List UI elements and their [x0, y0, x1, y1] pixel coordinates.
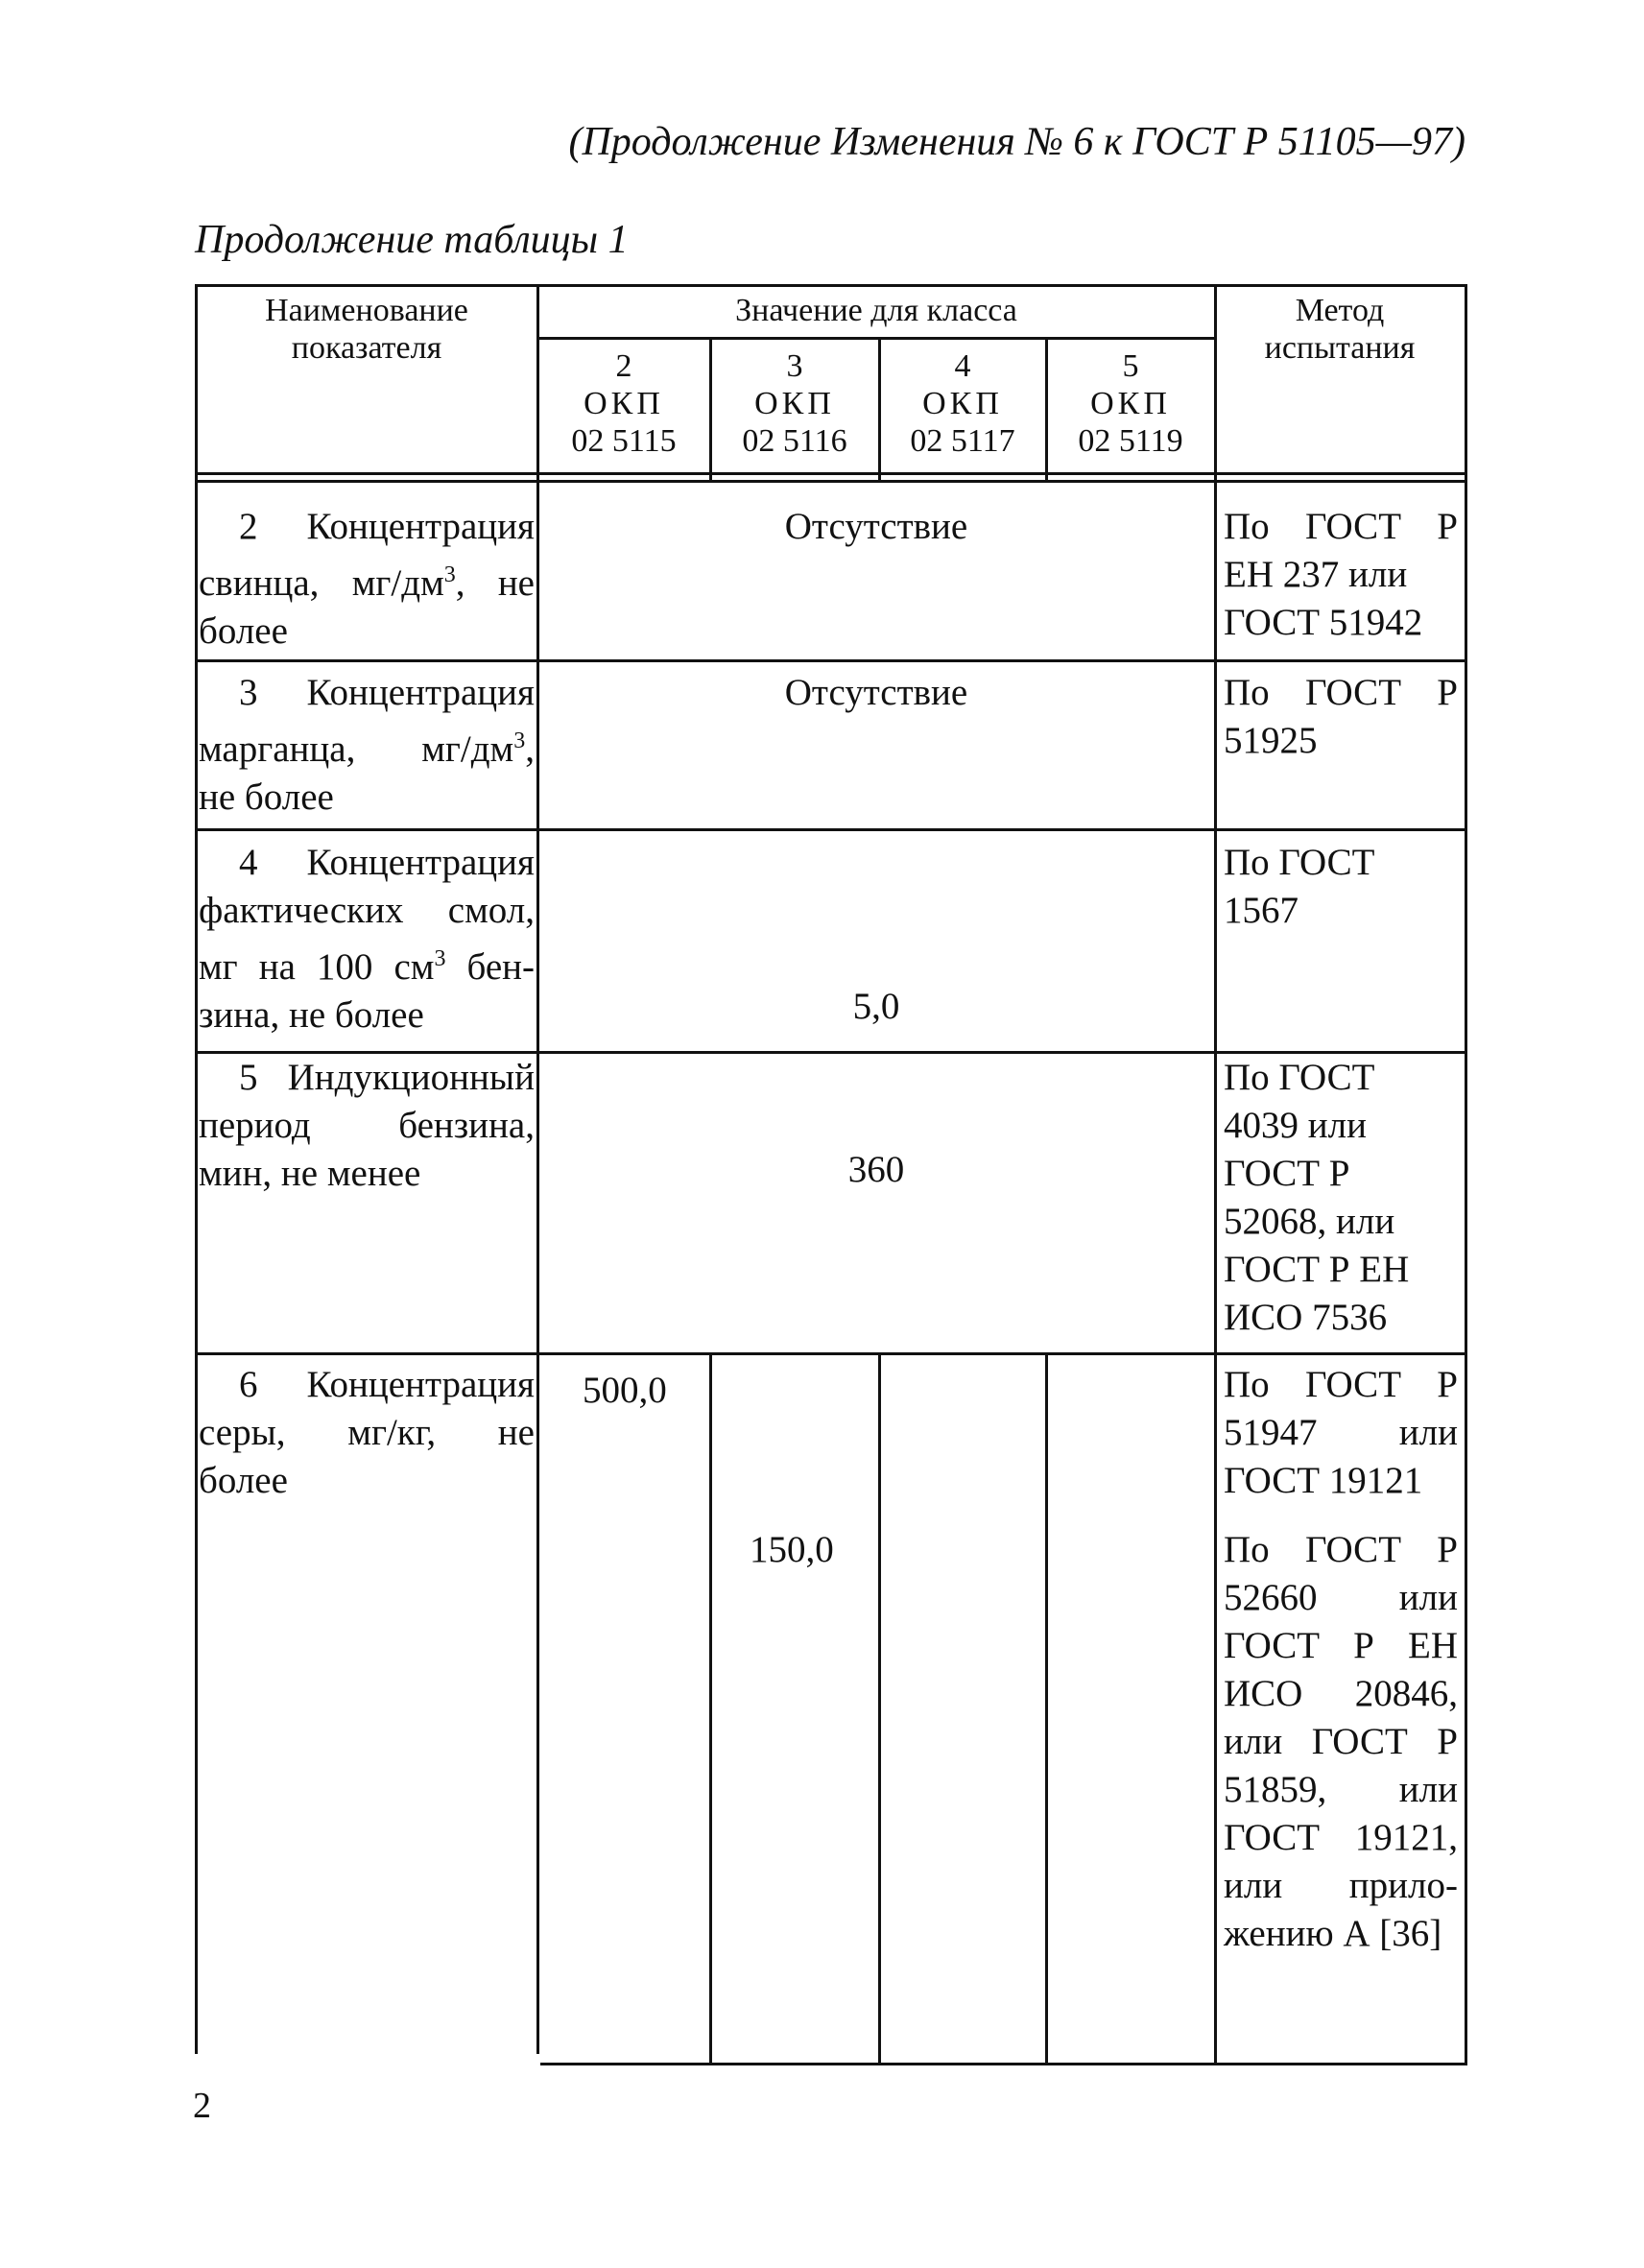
name-text: мг на 100 см — [199, 946, 435, 988]
header-value-group: Значение для класса — [735, 293, 1017, 328]
row-manganese-method — [1224, 669, 1458, 765]
name-line: 4 Концентрация — [239, 842, 535, 883]
row-sulfur-value-class-3: 150,0 — [750, 1529, 834, 1570]
method-line: жению А [36] — [1224, 1913, 1442, 1954]
row-induction-method — [1224, 1054, 1458, 1342]
row-lead-name — [199, 503, 535, 656]
name-line: 2 Концентрация — [239, 506, 535, 547]
okp-label: ОКП — [584, 386, 664, 421]
name-line: свинца, $мг/дм^3$, не — [199, 562, 535, 604]
method-line: или прило- — [1224, 1865, 1458, 1906]
name-line: более — [199, 610, 288, 652]
method-line: ГОСТ Р ЕН — [1224, 1625, 1458, 1666]
name-text: , — [525, 728, 535, 770]
row-sulfur-name — [199, 1361, 535, 1505]
name-text: не — [497, 562, 535, 604]
method-line: ИСО 20846, — [1224, 1673, 1458, 1714]
method-line: 52660 или — [1224, 1577, 1458, 1618]
header-class-3 — [711, 347, 878, 460]
method-line: По ГОСТ Р — [1224, 672, 1458, 713]
row-divider — [195, 828, 1467, 831]
table-right-border — [1465, 284, 1467, 2065]
row-lead-value: Отсутствие — [784, 506, 968, 547]
header-text: Метод — [1295, 293, 1385, 328]
table-left-border — [195, 284, 198, 2054]
header-indicator-name — [199, 292, 535, 367]
method-line: или ГОСТ Р — [1224, 1721, 1458, 1762]
table-bottom-line — [540, 2063, 1467, 2065]
sulfur-class-divider — [878, 1352, 881, 2065]
okp-code: 02 5115 — [571, 423, 677, 459]
method-line: 1567 — [1224, 890, 1299, 931]
okp-label: ОКП — [1090, 386, 1171, 421]
name-text: марганца, мг/дм — [199, 728, 514, 770]
class-number: 4 — [954, 348, 971, 384]
row-induction-name — [199, 1054, 535, 1198]
method-line: ГОСТ 19121, — [1224, 1817, 1458, 1858]
class-number: 2 — [615, 348, 632, 384]
row-manganese-name — [199, 669, 535, 822]
header-text: Наименование — [265, 293, 468, 328]
row-sulfur-method-a — [1224, 1361, 1458, 1505]
row-resins-value: 5,0 — [852, 986, 900, 1027]
method-line: 51925 — [1224, 720, 1318, 761]
name-text: бен- — [466, 946, 535, 988]
method-line: ГОСТ Р — [1224, 1153, 1350, 1194]
method-line: По ГОСТ Р — [1224, 506, 1458, 547]
name-line: серы, мг/кг, не — [199, 1412, 535, 1453]
name-line: 6 Концентрация — [239, 1364, 535, 1405]
method-line: ГОСТ 51942 — [1224, 602, 1423, 643]
row-resins-method — [1224, 839, 1458, 935]
okp-code: 02 5117 — [910, 423, 1015, 459]
table-caption: Продолжение таблицы 1 — [195, 218, 629, 262]
method-line: 51947 или — [1224, 1412, 1458, 1453]
sulfur-class-divider — [1045, 1352, 1048, 2065]
method-line: 51859, или — [1224, 1769, 1458, 1810]
header-test-method — [1216, 292, 1464, 367]
method-line: ЕН 237 или — [1224, 554, 1408, 595]
name-line — [199, 935, 535, 991]
method-line: 52068, или — [1224, 1201, 1395, 1242]
continuation-note: (Продолжение Изменения № 6 к ГОСТ Р 51105—97) — [568, 120, 1465, 164]
header-text: испытания — [1264, 330, 1416, 366]
row-induction-value: 360 — [847, 1149, 905, 1190]
name-line: фактических смол, — [199, 890, 535, 931]
row-manganese-value: Отсутствие — [784, 672, 968, 713]
name-line: мин, не менее — [199, 1153, 421, 1194]
okp-code: 02 5116 — [742, 423, 847, 459]
name-line: 5 Индукционный — [239, 1057, 535, 1098]
okp-label: ОКП — [754, 386, 835, 421]
method-line: ГОСТ 19121 — [1224, 1460, 1423, 1501]
name-text: свинца, мг/дм — [199, 562, 444, 604]
class-number: 3 — [786, 348, 803, 384]
table-top-border — [195, 284, 1467, 287]
header-class-4 — [880, 347, 1045, 460]
method-line: По ГОСТ Р — [1224, 1364, 1458, 1405]
header-text: показателя — [291, 330, 442, 366]
row-divider — [195, 1352, 1467, 1355]
header-class-5 — [1047, 347, 1214, 460]
row-sulfur-method-b — [1224, 1526, 1458, 1958]
specification-table — [195, 284, 1467, 2064]
page-number: 2 — [193, 2086, 211, 2126]
class-number: 5 — [1122, 348, 1139, 384]
name-line: 3 Концентрация — [239, 672, 535, 713]
name-line — [199, 717, 535, 774]
row-sulfur-value-class-2: 500,0 — [583, 1370, 667, 1411]
name-line: период бензина, — [199, 1105, 535, 1146]
method-line: По ГОСТ — [1224, 1057, 1375, 1098]
value-header-divider — [536, 337, 1214, 340]
row-divider — [195, 659, 1467, 662]
method-line: По ГОСТ — [1224, 842, 1375, 883]
okp-label: ОКП — [922, 386, 1003, 421]
row-lead-method — [1224, 503, 1458, 647]
header-class-2 — [538, 347, 709, 460]
row-resins-name — [199, 839, 535, 1039]
header-bottom-line-1 — [195, 472, 1467, 475]
method-line: 4039 или — [1224, 1105, 1367, 1146]
superscript: 3 — [513, 728, 526, 753]
sulfur-class-divider — [709, 1352, 712, 2065]
name-line: не более — [199, 776, 334, 818]
method-line: По ГОСТ Р — [1224, 1529, 1458, 1570]
method-line: ИСО 7536 — [1224, 1297, 1388, 1338]
header-bottom-line-2 — [195, 480, 1467, 483]
name-line: более — [199, 1460, 288, 1501]
okp-code: 02 5119 — [1078, 423, 1183, 459]
superscript: 3 — [434, 946, 446, 971]
method-column-divider — [1214, 284, 1217, 2065]
method-line: ГОСТ Р ЕН — [1224, 1249, 1410, 1290]
name-line: зина, не более — [199, 994, 424, 1036]
superscript: 3 — [443, 562, 456, 587]
